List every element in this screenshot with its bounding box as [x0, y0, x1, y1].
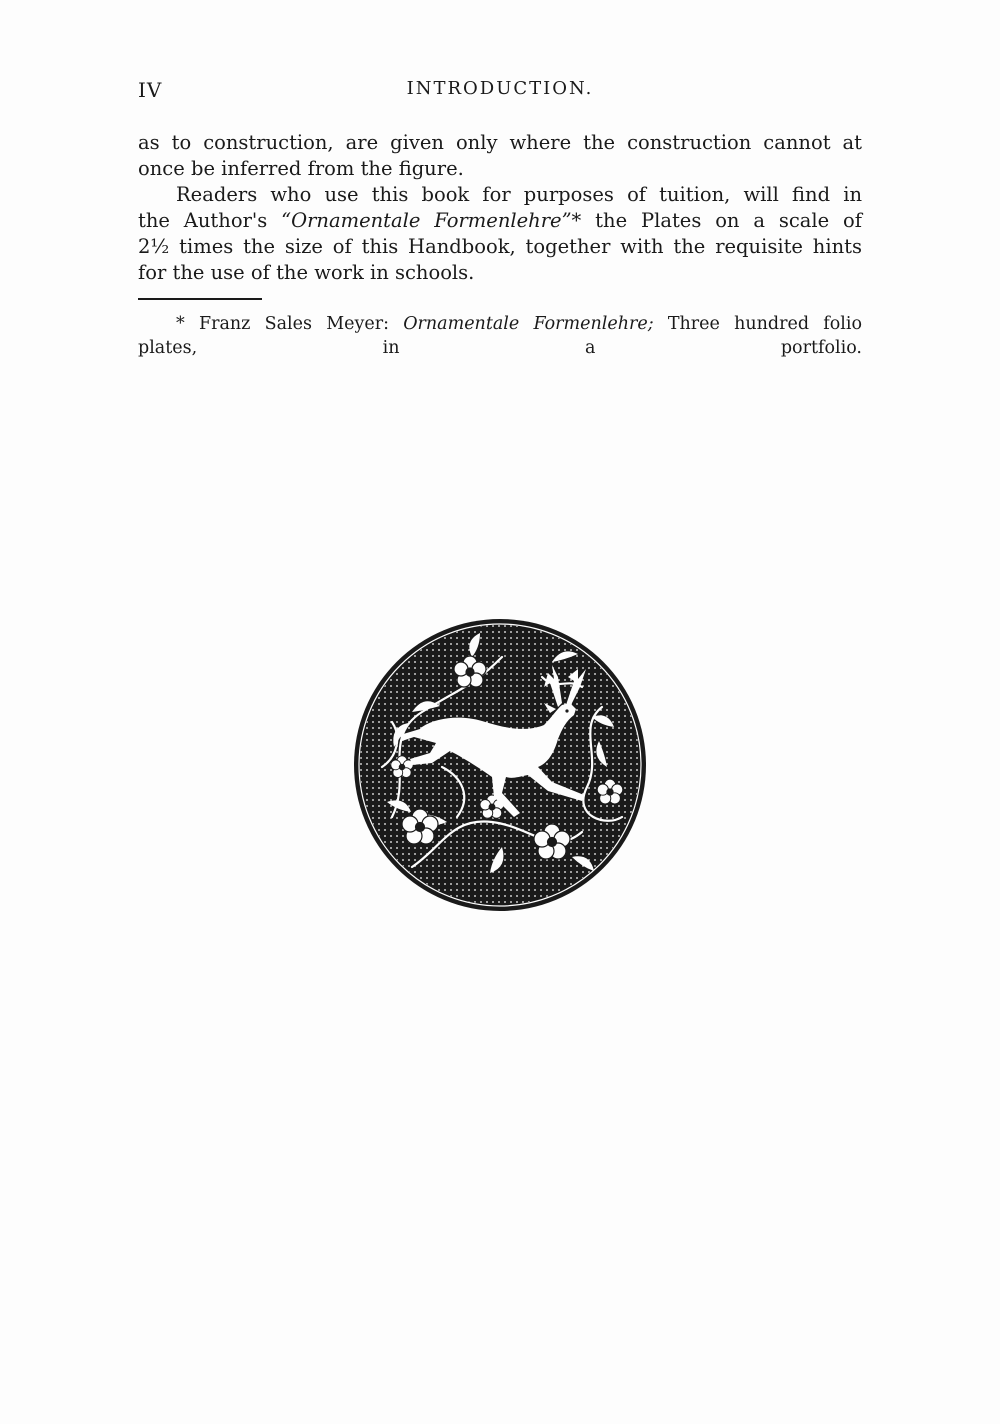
- text-line: as to construction, are given only where the construction cannot at: [138, 131, 862, 154]
- text-run: the Plates on a scale of: [581, 209, 862, 232]
- paragraph-2: [138, 182, 862, 286]
- text-run: the Author's: [138, 209, 282, 232]
- footnote-line: [138, 312, 862, 336]
- footnote: [138, 312, 862, 360]
- footnote-text: Three hundred folio: [653, 314, 862, 334]
- text-line: Readers who use this book for purposes of tuition, will find in: [176, 183, 862, 206]
- text-line: for the use of the work in schools.: [138, 261, 475, 284]
- footnote-title-italic: Ornamentale Formenlehre;: [403, 314, 654, 334]
- text-line: 2½ times the size of this Handbook, together with the requisite hints: [138, 235, 862, 258]
- page-header: [138, 78, 862, 108]
- page-number: IV: [138, 78, 163, 102]
- text-line: [138, 208, 862, 234]
- paragraph-1: [138, 130, 862, 182]
- running-title: INTRODUCTION.: [406, 78, 594, 99]
- text-line: once be inferred from the figure.: [138, 157, 464, 180]
- footnote-line: plates, in a portfolio.: [138, 338, 862, 358]
- footnote-author: * Franz Sales Meyer:: [176, 314, 404, 334]
- book-title-italic: “Ornamentale Formenlehre”*: [281, 209, 582, 232]
- stag-roundel-icon: [352, 617, 648, 913]
- footnote-rule: [138, 298, 262, 300]
- body-text: [138, 130, 862, 286]
